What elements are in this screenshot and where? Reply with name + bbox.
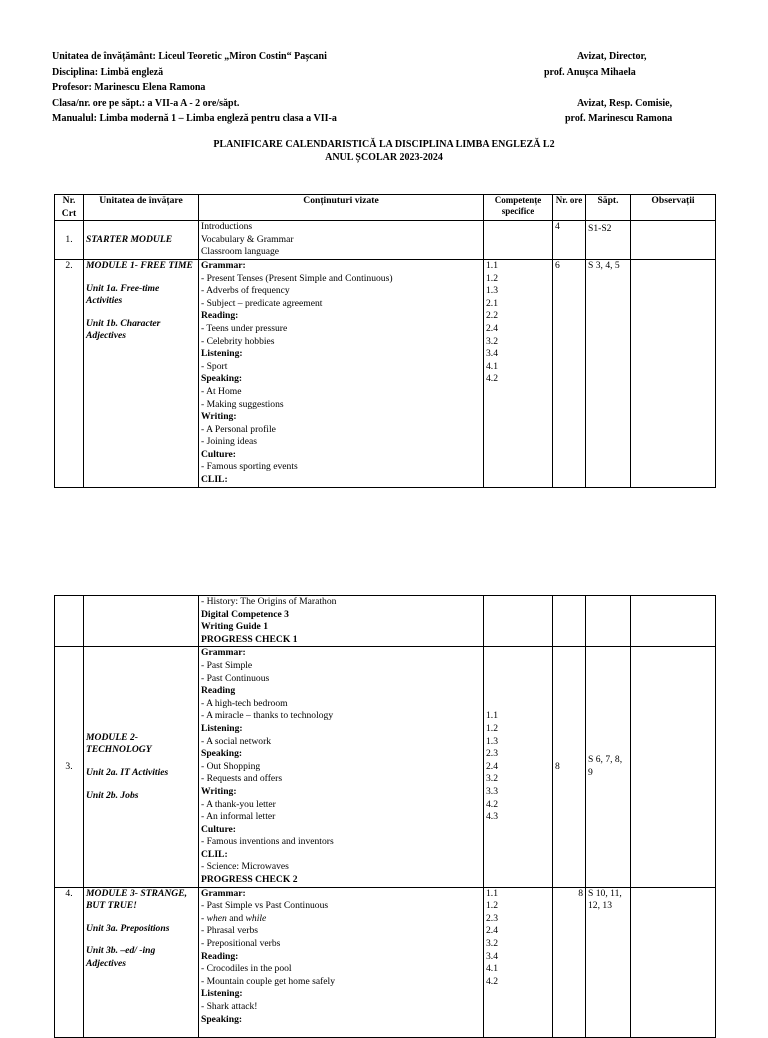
content-line: - History: The Origins of Marathon: [201, 596, 337, 607]
content-cell: [199, 221, 484, 260]
content-line: - A high-tech bedroom: [201, 697, 288, 709]
section-heading: Speaking:: [201, 748, 243, 760]
section-heading: Reading:: [201, 950, 239, 962]
unit-cell: [84, 259, 199, 487]
section-heading: Culture:: [201, 448, 236, 460]
row-number: 4.: [55, 887, 84, 1037]
content-line: Classroom language: [201, 246, 280, 258]
table-row: [55, 887, 716, 1037]
competence-code: 1.1: [486, 710, 498, 722]
content-line: - Joining ideas: [201, 436, 257, 448]
unit-b: Unit 2b. Jobs: [86, 789, 139, 801]
observations-cell: [631, 221, 716, 260]
col-header-weeks: Săpt.: [586, 195, 631, 221]
competence-code: 4.2: [486, 975, 498, 987]
competence-code: 1.2: [486, 900, 498, 912]
module-title: MODULE 1- FREE TIME: [86, 259, 193, 271]
col-header-observations: Observații: [631, 195, 716, 221]
competence-code: 2.4: [486, 322, 498, 334]
content-line: - At Home: [201, 385, 242, 397]
content-line: - Out Shopping: [201, 760, 261, 772]
col-header-competences: Competențe specifice: [484, 195, 553, 221]
competence-code: 1.2: [486, 722, 498, 734]
col-header-content: Conținuturi vizate: [199, 195, 484, 221]
competence-code: 1.1: [486, 259, 498, 271]
content-cell: [199, 596, 484, 647]
content-line: - Science: Microwaves: [201, 861, 289, 873]
section-heading: PROGRESS CHECK 1: [201, 633, 298, 645]
content-line: - A Personal profile: [201, 423, 276, 435]
competences-cell: [484, 647, 553, 887]
section-heading: Writing:: [201, 411, 237, 423]
teacher-line: Profesor: Marinescu Elena Ramona: [52, 82, 206, 93]
unit-b: Unit 3b. –ed/ -ing Adjectives: [86, 945, 156, 970]
comisie-name: prof. Marinescu Ramona: [565, 113, 673, 124]
content-line: - Famous inventions and inventors: [201, 836, 334, 848]
competences-cell: [484, 221, 553, 260]
table-row: [55, 596, 716, 647]
competence-code: 4.1: [486, 963, 498, 975]
competence-code: 2.3: [486, 748, 498, 760]
competences-cell: [484, 887, 553, 1037]
observations-cell: [631, 647, 716, 887]
avizat-comisie: Avizat, Resp. Comisie,: [577, 97, 673, 109]
weeks-cell: S 3, 4, 5: [586, 259, 631, 487]
competence-code: 3.4: [486, 348, 498, 360]
table-row: [55, 221, 716, 260]
content-line: - Shark attack!: [201, 1001, 258, 1012]
content-line: - Phrasal verbs: [201, 925, 259, 937]
table-header-row: [55, 195, 716, 221]
section-heading: CLIL:: [201, 474, 228, 486]
competence-code: 3.4: [486, 950, 498, 962]
content-line: - Famous sporting events: [201, 461, 298, 473]
competence-code: 4.2: [486, 798, 498, 810]
observations-cell: [631, 887, 716, 1037]
section-heading: Grammar:: [201, 887, 246, 899]
section-heading: Grammar:: [201, 647, 246, 659]
row-number: 3.: [55, 647, 84, 887]
competence-code: 4.3: [486, 811, 498, 823]
section-heading: Speaking:: [201, 1013, 243, 1025]
competence-code: 1.1: [486, 887, 498, 899]
section-heading: Listening:: [201, 722, 243, 734]
hours-cell: 4: [553, 221, 586, 260]
competence-code: 2.4: [486, 760, 498, 772]
content-line: Introductions: [201, 221, 253, 233]
module-title: MODULE 3- STRANGE, BUT TRUE!: [86, 887, 188, 912]
competence-code: 2.2: [486, 310, 498, 322]
content-line: Vocabulary & Grammar: [201, 233, 294, 245]
section-heading: Reading:: [201, 310, 239, 322]
competence-code: 3.3: [486, 785, 498, 797]
competence-code: 1.2: [486, 272, 498, 284]
weeks-cell: S1-S2: [586, 221, 631, 260]
row-number: [55, 596, 84, 647]
content-cell: [199, 259, 484, 487]
section-heading: Writing:: [201, 785, 237, 797]
content-line: - when and while: [201, 912, 267, 924]
competence-code: 1.3: [486, 735, 498, 747]
content-line: - Past Continuous: [201, 672, 270, 684]
hours-cell: 8: [553, 647, 586, 887]
section-heading: Grammar:: [201, 259, 246, 271]
section-heading: Speaking:: [201, 373, 243, 385]
content-line: - Adverbs of frequency: [201, 285, 290, 297]
discipline-line: Disciplina: Limbă engleză: [52, 66, 164, 78]
competence-code: 4.2: [486, 373, 498, 385]
section-heading: CLIL:: [201, 848, 228, 860]
competence-code: 2.3: [486, 912, 498, 924]
unit-cell: [84, 647, 199, 887]
content-line: - Teens under pressure: [201, 322, 288, 334]
competence-code: 3.2: [486, 938, 498, 950]
section-heading: Writing Guide 1: [201, 621, 268, 633]
section-heading: Digital Competence 3: [201, 608, 289, 620]
observations-cell: [631, 259, 716, 487]
content-line: - Requests and offers: [201, 773, 283, 785]
content-line: - Subject – predicate agreement: [201, 297, 323, 309]
unit-cell: [84, 596, 199, 647]
unit-b: Unit 1b. Character Adjectives: [86, 317, 161, 342]
hours-cell: 6: [553, 259, 586, 487]
hours-cell: 8: [553, 887, 586, 1037]
row-number: 1.: [55, 221, 84, 260]
module-title: MODULE 2- TECHNOLOGY: [86, 731, 152, 756]
competence-code: 2.1: [486, 297, 498, 309]
content-line: - A social network: [201, 735, 272, 747]
content-line: - A thank-you letter: [201, 798, 276, 810]
unit-title: STARTER MODULE: [84, 221, 199, 260]
content-line: - A miracle – thanks to technology: [201, 710, 334, 722]
section-heading: PROGRESS CHECK 2: [201, 874, 298, 886]
competence-code: 3.2: [486, 773, 498, 785]
content-line: - Prepositional verbs: [201, 938, 281, 950]
document-header: [52, 51, 692, 129]
section-heading: Listening:: [201, 348, 243, 360]
plan-table-page2: [54, 595, 716, 1038]
weeks-cell: S 6, 7, 8, 9: [586, 647, 631, 887]
content-line: - Past Simple: [201, 659, 253, 671]
competences-cell: [484, 596, 553, 647]
unit-a: Unit 2a. IT Activities: [86, 767, 169, 779]
table-row: [55, 647, 716, 887]
col-header-nr: Nr. Crt: [55, 195, 84, 221]
hours-cell: [553, 596, 586, 647]
content-line: - Crocodiles in the pool: [201, 963, 292, 975]
plan-table-page1: [54, 194, 716, 488]
content-line: - Past Simple vs Past Continuous: [201, 900, 329, 912]
section-heading: Culture:: [201, 823, 236, 835]
textbook-line: Manualul: Limba modernă 1 – Limba engleză pentru clasa a VII-a: [52, 113, 337, 124]
content-line: - An informal letter: [201, 811, 276, 823]
director-name: prof. Anușca Mihaela: [544, 66, 636, 78]
school-year: ANUL ȘCOLAR 2023-2024: [325, 152, 443, 163]
section-heading: Listening:: [201, 988, 243, 1000]
competences-cell: [484, 259, 553, 487]
school-line: Unitatea de învățământ: Liceul Teoretic „Miron Costin“ Pașcani: [52, 51, 327, 62]
observations-cell: [631, 596, 716, 647]
weeks-cell: S 10, 11, 12, 13: [586, 887, 631, 1037]
section-heading: Reading: [201, 685, 236, 697]
competence-code: 1.3: [486, 285, 498, 297]
competence-code: 2.4: [486, 925, 498, 937]
content-cell: [199, 887, 484, 1037]
unit-a: Unit 1a. Free-time Activities: [86, 282, 160, 307]
col-header-hours: Nr. ore: [553, 195, 586, 221]
avizat-director: Avizat, Director,: [577, 51, 647, 62]
row-number: 2.: [55, 259, 84, 487]
document-title: PLANIFICARE CALENDARISTICĂ LA DISCIPLINA LIMBA ENGLEZĂ L2: [213, 139, 555, 150]
content-line: - Sport: [201, 360, 228, 372]
content-line: - Celebrity hobbies: [201, 335, 275, 347]
content-line: - Present Tenses (Present Simple and Continuous): [201, 272, 393, 284]
weeks-cell: [586, 596, 631, 647]
competence-code: 4.1: [486, 360, 498, 372]
table-row: [55, 259, 716, 487]
unit-a: Unit 3a. Prepositions: [86, 922, 170, 934]
content-line: - Making suggestions: [201, 398, 284, 410]
col-header-unit: Unitatea de învățare: [84, 195, 199, 221]
content-line: - Mountain couple get home safely: [201, 975, 336, 987]
competence-code: 3.2: [486, 335, 498, 347]
class-line: Clasa/nr. ore pe săpt.: a VII-a A - 2 ore/săpt.: [52, 97, 240, 109]
unit-cell: [84, 887, 199, 1037]
content-cell: [199, 647, 484, 887]
